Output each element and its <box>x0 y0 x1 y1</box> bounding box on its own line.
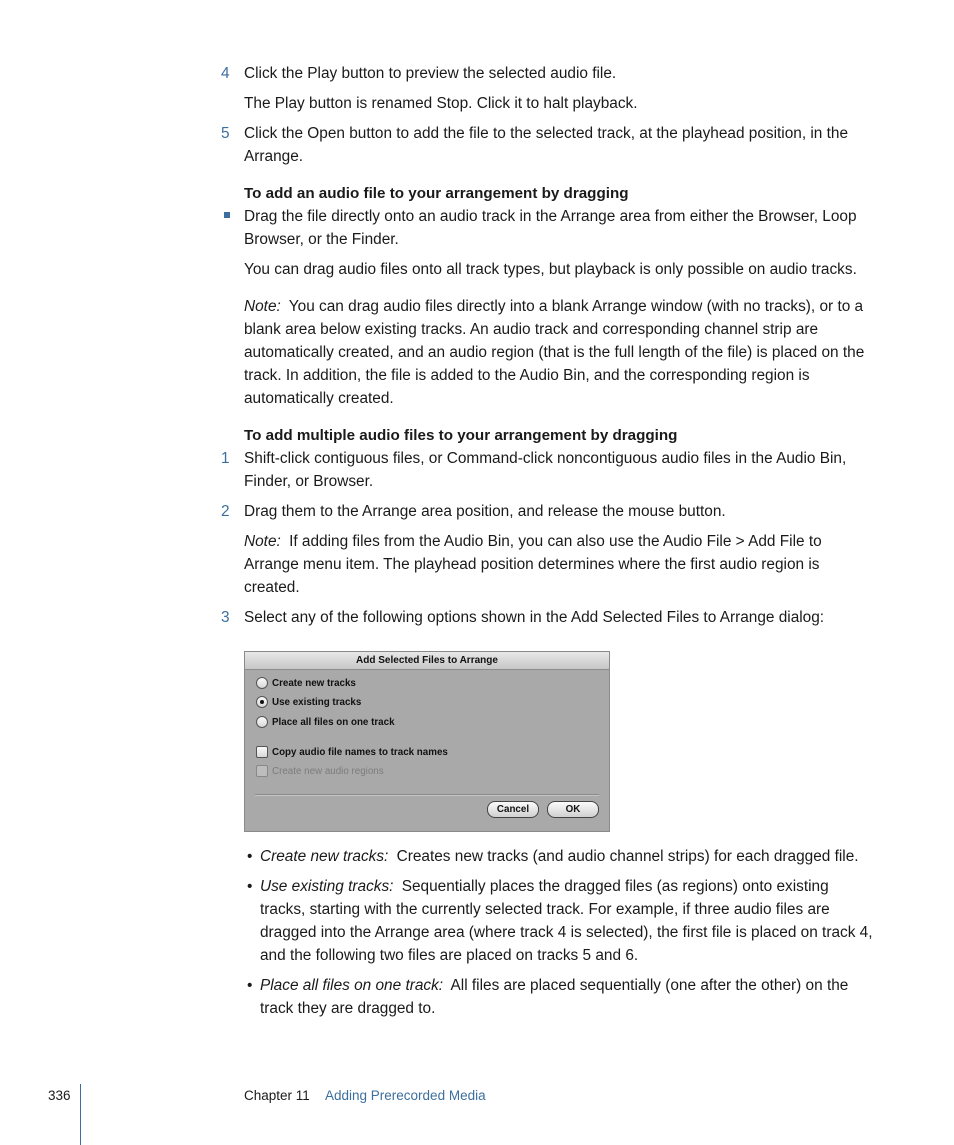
note-paragraph <box>244 295 876 410</box>
step-text: Select any of the following options shown in the Add Selected Files to Arrange dialog: <box>244 609 825 626</box>
step-followup: The Play button is renamed Stop. Click it to halt playback. <box>244 95 638 112</box>
task-heading: To add an audio file to your arrangement by dragging <box>244 185 629 202</box>
step-number: 1 <box>221 450 230 467</box>
checkbox-label: Copy audio file names to track names <box>272 747 448 758</box>
footer-rule <box>80 1084 81 1145</box>
ok-button[interactable]: OK <box>547 801 599 818</box>
option-term: Create new tracks: <box>260 848 389 865</box>
note-label: Note: <box>244 298 281 315</box>
option-term: Place all files on one track: <box>260 977 444 994</box>
step-text: Shift-click contiguous files, or Command-click noncontiguous audio files in the Audio Bin, Finder, or Browser. <box>244 450 847 490</box>
note-text: You can drag audio files directly into a blank Arrange window (with no tracks), or to a blank area below existing tracks. An audio track and corresponding channel strip are automatically created, and an audio region (that is the full length of the file) is placed on the track. In addition, the file is added to the Audio Bin, and the corresponding region is automatically created. <box>244 298 865 407</box>
step-number: 5 <box>221 125 230 142</box>
option-description <box>260 845 876 868</box>
step-text: Drag them to the Arrange area position, and release the mouse button. <box>244 503 726 520</box>
dialog-divider <box>255 794 599 795</box>
chapter-label: Chapter 11 <box>244 1088 310 1103</box>
note-paragraph <box>244 530 876 599</box>
option-description <box>260 974 876 1020</box>
bullet-dot-icon: • <box>247 878 253 895</box>
option-text: All files are placed sequentially (one after the other) on the track they are dragged to. <box>260 977 849 1017</box>
step-text: Click the Play button to preview the selected audio file. <box>244 65 617 82</box>
add-files-dialog <box>244 651 610 832</box>
step-text: Click the Open button to add the file to the selected track, at the playhead position, in the Arrange. <box>244 125 849 165</box>
option-term: Use existing tracks: <box>260 878 394 895</box>
task-heading: To add multiple audio files to your arrangement by dragging <box>244 427 678 444</box>
radio-button-icon[interactable] <box>256 716 268 728</box>
bullet-text: Drag the file directly onto an audio track in the Arrange area from either the Browser, Loop Browser, or the Finder. <box>244 208 857 248</box>
bullet-dot-icon: • <box>247 977 253 994</box>
option-description <box>260 875 876 967</box>
radio-selected-icon[interactable] <box>256 696 268 708</box>
radio-button-icon[interactable] <box>256 677 268 689</box>
step-number: 3 <box>221 609 230 626</box>
radio-label: Create new tracks <box>272 678 356 689</box>
bullet-square-icon <box>224 212 230 218</box>
note-label: Note: <box>244 533 281 550</box>
paragraph: You can drag audio files onto all track types, but playback is only possible on audio tracks. <box>244 261 857 278</box>
checkbox-icon[interactable] <box>256 746 268 758</box>
checkbox-disabled-icon <box>256 765 268 777</box>
dialog-title: Add Selected Files to Arrange <box>245 652 609 670</box>
option-text: Sequentially places the dragged files (as regions) onto existing tracks, starting with the currently selected track. For example, if three audio files are dragged into the Arrange area (where track 4 is selected), the first file is placed on track 4, and the following two files are placed on tracks 5 and 6. <box>260 878 873 964</box>
page-number: 336 <box>48 1088 71 1103</box>
cancel-button[interactable]: Cancel <box>487 801 539 818</box>
bullet-dot-icon: • <box>247 848 253 865</box>
step-number: 4 <box>221 65 230 82</box>
radio-label: Use existing tracks <box>272 697 362 708</box>
step-number: 2 <box>221 503 230 520</box>
radio-label: Place all files on one track <box>272 717 395 728</box>
note-text: If adding files from the Audio Bin, you can also use the Audio File > Add File to Arrange menu item. The playhead position determines where the first audio region is created. <box>244 533 822 596</box>
chapter-title: Adding Prerecorded Media <box>325 1088 486 1103</box>
checkbox-label: Create new audio regions <box>272 766 384 777</box>
option-text: Creates new tracks (and audio channel strips) for each dragged file. <box>396 848 859 865</box>
